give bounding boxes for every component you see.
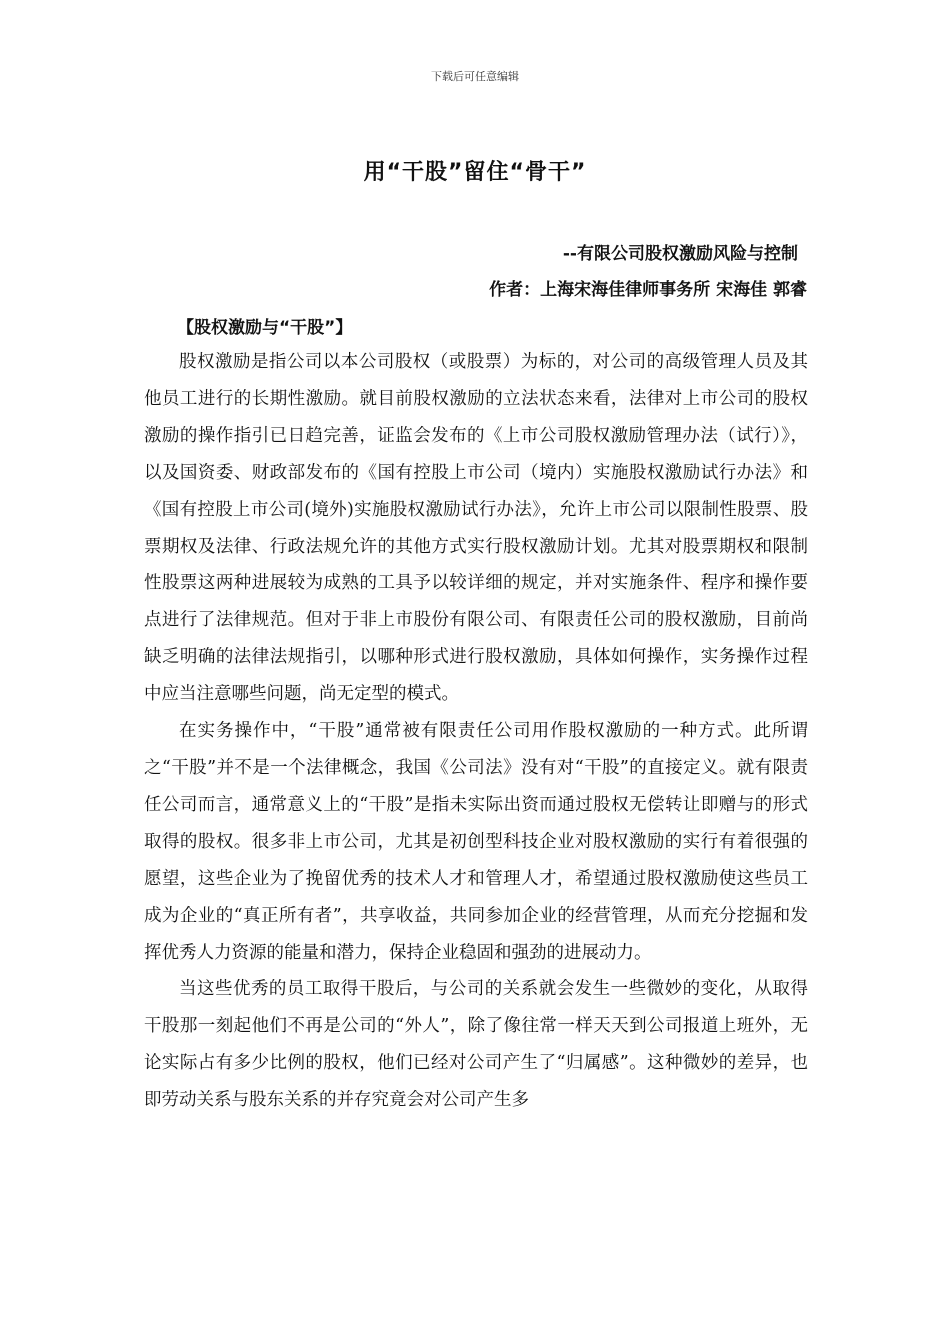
author-line: 作者：上海宋海佳律师事务所 宋海佳 郭睿 [489,280,807,300]
paragraph: 当这些优秀的员工取得干股后，与公司的关系就会发生一些微妙的变化，从取得干股那一刻起他们不再是公司的“外人”，除了像往常一样天天到公司报道上班外，无论实际占有多少比例的股权，他们已经对公司产生了“归属感”。这种微妙的差异，也即劳动关系与股东关系的并存究竟会对公司产生多 [144,979,808,1111]
document-title: 用“干股”留住“骨干” [363,160,587,185]
body-text [144,344,808,1119]
paragraph: 在实务操作中，“干股”通常被有限责任公司用作股权激励的一种方式。此所谓之“干股”并不是一个法律概念，我国《公司法》没有对“干股”的直接定义。就有限责任公司而言，通常意义上的“干股”是指未实际出资而通过股权无偿转让即赠与的形式取得的股权。很多非上市公司，尤其是初创型科技企业对股权激励的实行有着很强的愿望，这些企业为了挽留优秀的技术人才和管理人才，希望通过股权激励使这些员工成为企业的“真正所有者”，共享收益，共同参加企业的经营管理，从而充分挖掘和发挥优秀人力资源的能量和潜力，保持企业稳固和强劲的进展动力。 [144,721,808,963]
header-note: 下载后可任意编辑 [431,70,519,83]
section-heading: 【股权激励与“干股”】 [177,318,353,338]
document-subtitle: --有限公司股权激励风险与控制 [562,244,798,264]
paragraph: 股权激励是指公司以本公司股权（或股票）为标的，对公司的高级管理人员及其他员工进行的长期性激励。就目前股权激励的立法状态来看，法律对上市公司的股权激励的操作指引已日趋完善，证监会发布的《上市公司股权激励管理办法（试行）》，以及国资委、财政部发布的《国有控股上市公司（境内）实施股权激励试行办法》和《国有控股上市公司(境外)实施股权激励试行办法》，允许上市公司以限制性股票、股票期权及法律、行政法规允许的其他方式实行股权激励计划。尤其对股票期权和限制性股票这两种进展较为成熟的工具予以较详细的规定，并对实施条件、程序和操作要点进行了法律规范。但对于非上市股份有限公司、有限责任公司的股权激励，目前尚缺乏明确的法律法规指引，以哪种形式进行股权激励，具体如何操作，实务操作过程中应当注意哪些问题，尚无定型的模式。 [144,352,808,705]
